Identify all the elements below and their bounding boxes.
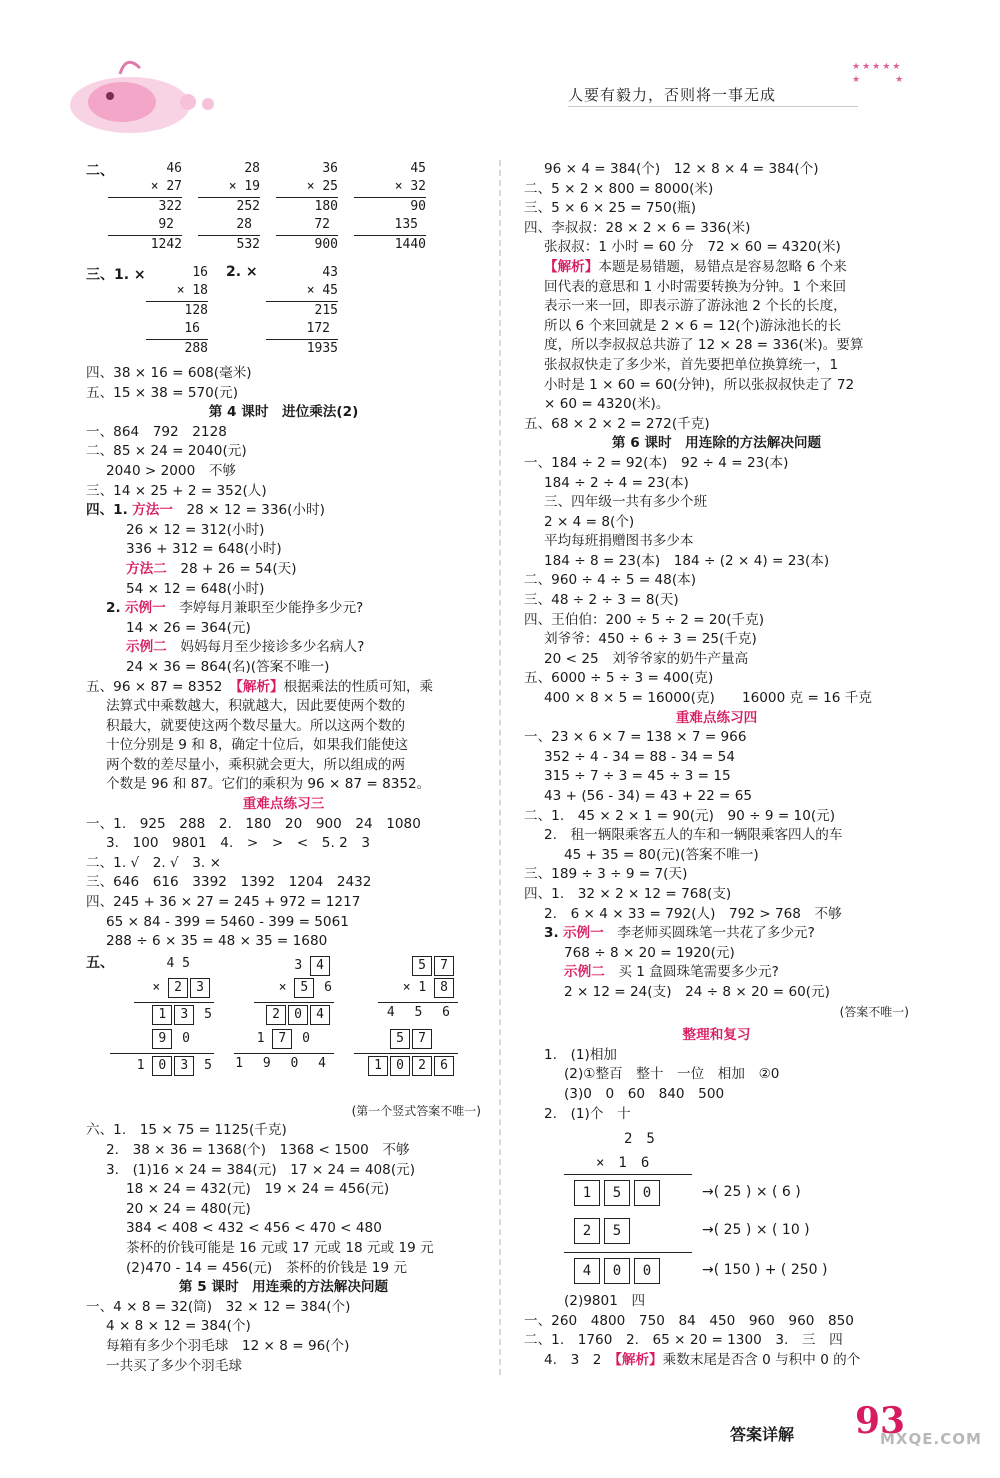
analysis-line: 十位分别是 9 和 8，确定十位后，如果我们能使这 xyxy=(106,737,409,754)
practice-4-title: 重难点练习四 xyxy=(675,709,758,726)
answer-line: 四、王伯伯：200 ÷ 5 ÷ 2 = 20(千克) xyxy=(524,611,764,628)
answer-line: 五、6000 ÷ 5 ÷ 3 = 400(克) xyxy=(524,670,714,687)
answer-line: 2 × 4 = 8(个) xyxy=(544,513,635,530)
box-puzzles: 五、 4 5 × 2 3 1 3 5 9 0 1 0 3 5 3 4 × 5 6 2 0 4 1 7 0 1 9 0 4 5 7 × 1 8 4 5 6 5 7 1 0 2 6 xyxy=(86,952,481,1102)
analysis-line: 所以 6 个来回就是 2 × 6 = 12(个)游泳池长的长 xyxy=(544,317,842,334)
answer-line: 352 ÷ 4 - 34 = 88 - 34 = 54 xyxy=(544,748,735,765)
answer-line: 二、1. 45 × 2 × 1 = 90(元) 90 ÷ 9 = 10(元) xyxy=(524,807,836,824)
answer-line: 3. 示例一 李老师买圆珠笔一共花了多少元? xyxy=(544,925,815,942)
answer-line: 一、864 792 2128 xyxy=(86,423,227,440)
answer-line: 四、1. 32 × 2 × 12 = 768(支) xyxy=(524,885,732,902)
answer-line: 平均每班捐赠图书多少本 xyxy=(544,533,694,550)
answer-line: 二、85 × 24 = 2040(元) xyxy=(86,443,247,460)
answer-line: 张叔叔：1 小时 = 60 分 72 × 60 = 4320(米) xyxy=(544,239,841,256)
lesson-4-title: 第 4 课时 进位乘法(2) xyxy=(208,404,359,421)
answer-line: 一、23 × 6 × 7 = 138 × 7 = 966 xyxy=(524,729,747,746)
analysis-line: 回代表的意思和 1 小时需要转换为分钟。1 个来回 xyxy=(544,278,847,295)
watermark-logo: MXQE.COM xyxy=(880,1430,982,1448)
analysis-line: 积最大，就要使这两个数尽量大。所以这两个数的 xyxy=(106,717,406,734)
answer-line: (2)470 - 14 = 456(元) 茶杯的价钱是 19 元 xyxy=(126,1259,407,1276)
answer-line: 示例二 妈妈每月至少接诊多少名病人? xyxy=(126,639,365,656)
answer-line: 2. (1)个 十 xyxy=(544,1105,631,1122)
answer-line: 示例二 买 1 盒圆珠笔需要多少元? xyxy=(564,964,779,981)
analysis-line: 小时是 1 × 60 = 60(分钟)，所以张叔叔快走了 72 xyxy=(544,376,855,393)
answer-line: 三、646 616 3392 1392 1204 2432 xyxy=(86,874,372,891)
answer-line: 一、4 × 8 = 32(筒) 32 × 12 = 384(个) xyxy=(86,1298,351,1315)
page-number: 93 xyxy=(855,1400,906,1442)
answer-line: 一、1. 925 288 2. 180 20 900 24 1080 xyxy=(86,815,421,832)
answer-line: 每箱有多少个羽毛球 12 × 8 = 96(个) xyxy=(106,1337,350,1354)
answer-line: (3)0 0 60 840 500 xyxy=(564,1085,725,1102)
box-mult-2: 3 4 × 5 6 2 0 4 1 7 0 1 9 0 4 xyxy=(235,957,332,1071)
section-3-corrections: 三、1. × 16 × 18 128 16 288 2. × 43 × 45 215 172 1935 xyxy=(86,264,481,364)
answer-line: 768 ÷ 8 × 20 = 1920(元) xyxy=(564,944,735,961)
answer-line: 二、960 ÷ 4 ÷ 5 = 48(本) xyxy=(524,572,697,589)
box-mult-1: 4 5 × 2 3 1 3 5 9 0 1 0 3 5 xyxy=(110,956,214,1080)
answer-line: 2. 6 × 4 × 33 = 792(人) 792 > 768 不够 xyxy=(544,905,842,922)
answer-line: 五、15 × 38 = 570(元) xyxy=(86,384,238,401)
analysis-line: 表示一来一回，即表示游了游泳池 2 个长的长度， xyxy=(544,298,847,315)
answer-line: 3. (1)16 × 24 = 384(元) 17 × 24 = 408(元) xyxy=(106,1161,416,1178)
answer-line: 65 × 84 - 399 = 5460 - 399 = 5061 xyxy=(106,913,349,930)
answer-line: 184 ÷ 2 ÷ 4 = 23(本) xyxy=(544,474,689,491)
answer-line: 96 × 4 = 384(个) 12 × 8 × 4 = 384(个) xyxy=(544,161,819,177)
answer-line: 一、184 ÷ 2 = 92(本) 92 ÷ 4 = 23(本) xyxy=(524,454,789,471)
header-motto: 人要有毅力，否则将一事无成 xyxy=(568,86,777,104)
answer-line: 三、189 ÷ 3 ÷ 9 = 7(天) xyxy=(524,866,688,883)
answer-line: 384 < 408 < 432 < 456 < 470 < 480 xyxy=(126,1220,382,1237)
answer-line: 18 × 24 = 432(元) 19 × 24 = 456(元) xyxy=(126,1181,390,1198)
review-title: 整理和复习 xyxy=(682,1027,751,1044)
answer-line: 茶杯的价钱可能是 16 元或 17 元或 18 元或 19 元 xyxy=(126,1239,434,1256)
answer-line: 20 × 24 = 480(元) xyxy=(126,1200,251,1217)
answer-line: 336 + 312 = 648(小时) xyxy=(126,541,282,558)
answer-line: 三、48 ÷ 2 ÷ 3 = 8(天) xyxy=(524,592,679,609)
vertical-mult-5: 16 × 18 128 16 288 xyxy=(146,264,208,362)
answer-line: 43 + (56 - 34) = 43 + 22 = 65 xyxy=(544,788,753,804)
stars-decoration-icon: ★★★★★ ★ ★ xyxy=(852,62,906,85)
answer-line: (2)①整百 整十 一位 相加 ②0 xyxy=(564,1066,780,1083)
answer-line: 288 ÷ 6 × 35 = 48 × 35 = 1680 xyxy=(106,933,328,950)
answer-line: (2)9801 四 xyxy=(564,1293,646,1310)
answer-line: 一、260 4800 750 84 450 960 960 850 xyxy=(524,1312,854,1329)
answer-line: 2. 38 × 36 = 1368(个) 1368 < 1500 不够 xyxy=(106,1142,410,1158)
analysis-line: × 60 = 4320(米)。 xyxy=(544,396,670,413)
answer-note: (答案不唯一) xyxy=(839,1004,909,1019)
answer-line: 26 × 12 = 312(小时) xyxy=(126,521,265,538)
vertical-mult-2: 28 × 19 252 28 532 xyxy=(198,160,260,258)
answer-line: 二、1. 1760 2. 65 × 20 = 1300 3. 三 四 xyxy=(524,1332,843,1349)
answer-line: 3. 100 9801 4. > > < 5. 2 3 xyxy=(106,835,370,852)
answer-line: 315 ÷ 7 ÷ 3 = 45 ÷ 3 = 15 xyxy=(544,768,731,785)
cartoon-whale-icon xyxy=(60,10,290,140)
answer-line: 2. 租一辆限乘客五人的车和一辆限乘客四人的车 xyxy=(544,827,843,844)
answer-line: 二、1. √ 2. √ 3. × xyxy=(86,854,221,871)
answer-line: 三、四年级一共有多少个班 xyxy=(544,494,708,511)
answer-line: 2 × 12 = 24(支) 24 ÷ 8 × 20 = 60(元) xyxy=(564,983,830,1000)
answer-line: 二、5 × 2 × 800 = 8000(米) xyxy=(524,180,714,197)
answer-line: 五、68 × 2 × 2 = 272(千克) xyxy=(524,415,710,432)
lesson-6-title: 第 6 课时 用连除的方法解决问题 xyxy=(611,435,822,452)
answer-line: 三、5 × 6 × 25 = 750(瓶) xyxy=(524,200,697,217)
analysis-line: 【解析】本题是易错题，易错点是容易忽略 6 个来 xyxy=(544,258,847,275)
answer-line: 五、96 × 87 = 8352 【解析】根据乘法的性质可知，乘 xyxy=(86,678,434,695)
section-2-multiplications xyxy=(86,160,481,258)
vertical-mult-4: 45 × 32 90 135 1440 xyxy=(354,160,426,258)
lesson-5-title: 第 5 课时 用连乘的方法解决问题 xyxy=(178,1279,389,1296)
header-rule xyxy=(568,106,858,107)
right-column xyxy=(524,160,909,1370)
vertical-mult-3: 36 × 25 180 72 900 xyxy=(276,160,338,258)
footer-label: 答案详解 xyxy=(730,1425,795,1444)
column-divider xyxy=(499,160,501,1375)
answer-line: 六、1. 15 × 75 = 1125(千克) xyxy=(86,1122,287,1139)
section-label: 二、 xyxy=(86,163,114,179)
answer-line: 4. 3 2 【解析】乘数末尾是否含 0 与积中 0 的个 xyxy=(544,1351,861,1368)
answer-line: 20 < 25 刘爷爷家的奶牛产量高 xyxy=(544,650,749,667)
analysis-line: 个数是 96 和 87。它们的乘积为 96 × 87 = 8352。 xyxy=(106,776,431,793)
answer-line: 1. (1)相加 xyxy=(544,1046,618,1063)
box-mult-3: 5 7 × 1 8 4 5 6 5 7 1 0 2 6 xyxy=(354,956,458,1080)
left-column xyxy=(86,160,481,1376)
review-vertical-mult: 2 5 × 1 6 1 5 0 →( 25 ) × ( 6 ) 2 5 →( 25 ) × ( 10 ) 4 0 0 →( 150 ) + ( 250 ) xyxy=(524,1124,909,1292)
answer-line: 184 ÷ 8 = 23(本) 184 ÷ (2 × 4) = 23(本) xyxy=(544,552,830,569)
box-note: (第一个竖式答案不唯一) xyxy=(351,1103,481,1118)
vertical-mult-6: 43 × 45 215 172 1935 xyxy=(266,264,338,362)
answer-line: 45 + 35 = 80(元)(答案不唯一) xyxy=(564,846,759,863)
answer-line: 54 × 12 = 648(小时) xyxy=(126,580,265,597)
answer-line: 三、14 × 25 + 2 = 352(人) xyxy=(86,482,267,499)
answer-line: 四、245 + 36 × 27 = 245 + 972 = 1217 xyxy=(86,894,361,911)
answer-line: 14 × 26 = 364(元) xyxy=(126,619,251,636)
answer-line: 方法二 28 + 26 = 54(天) xyxy=(126,560,297,577)
answer-line: 四、1. 方法一 28 × 12 = 336(小时) xyxy=(86,502,325,519)
analysis-line: 度，所以李叔叔总共游了 12 × 28 = 336(米)。要算 xyxy=(544,337,864,354)
page-header xyxy=(0,0,1000,140)
practice-3-title: 重难点练习三 xyxy=(242,796,325,813)
analysis-line: 张叔叔快走了多少米，首先要把单位换算统一，1 xyxy=(544,356,839,373)
answer-line: 四、李叔叔：28 × 2 × 6 = 336(米) xyxy=(524,219,751,236)
answer-line: 4 × 8 × 12 = 384(个) xyxy=(106,1318,251,1335)
analysis-line: 法算式中乘数越大，积就越大，因此要使两个数的 xyxy=(106,698,406,715)
answer-line: 2040 > 2000 不够 xyxy=(106,462,237,479)
vertical-mult-1: 46 × 27 322 92 1242 xyxy=(104,160,182,258)
answer-line: 2. 示例一 李婷每月兼职至少能挣多少元? xyxy=(106,600,364,617)
analysis-line: 两个数的差尽量小，乘积就会更大，所以组成的两 xyxy=(106,756,406,773)
answer-line: 四、38 × 16 = 608(毫米) xyxy=(86,365,252,381)
answer-line: 刘爷爷：450 ÷ 6 ÷ 3 = 25(千克) xyxy=(544,631,757,648)
answer-line: 400 × 8 × 5 = 16000(克) 16000 克 = 16 千克 xyxy=(544,690,872,707)
answer-line: 一共买了多少个羽毛球 xyxy=(106,1357,242,1374)
answer-line: 24 × 36 = 864(名)(答案不唯一) xyxy=(126,658,330,675)
